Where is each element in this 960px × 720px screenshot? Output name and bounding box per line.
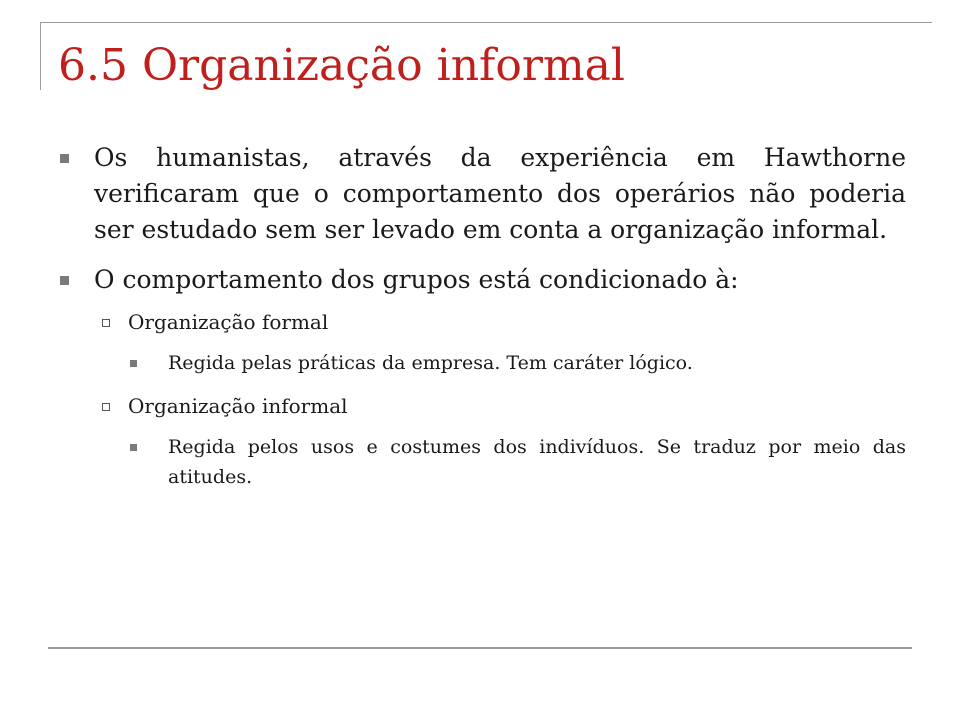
subbullet-text: Organização formal: [128, 310, 329, 334]
square-bullet-icon: [60, 154, 69, 163]
square-bullet-icon: [130, 360, 137, 367]
detail-informal: [168, 432, 906, 492]
hollow-square-bullet-icon: [102, 403, 110, 411]
bullet-comportamento: [58, 262, 906, 298]
detail-text: Regida pelas práticas da empresa. Tem caráter lógico.: [168, 352, 693, 374]
square-bullet-icon: [130, 444, 137, 451]
bullet-text: Os humanistas, através da experiência em Hawthorne verificaram que o comportamento dos operários não poderia ser estudado sem ser levado em conta a organização informal.: [94, 143, 906, 244]
bottom-rule: [48, 647, 912, 649]
top-rule: [40, 22, 932, 23]
subbullet-text: Organização informal: [128, 394, 348, 418]
hollow-square-bullet-icon: [102, 319, 110, 327]
detail-formal: [168, 348, 906, 378]
bullet-text: O comportamento dos grupos está condicionado à:: [94, 265, 739, 294]
slide-content: [58, 140, 906, 506]
subbullet-organizacao-formal: [128, 308, 906, 336]
slide-title: 6.5 Organização informal: [58, 40, 625, 91]
detail-text: Regida pelos usos e costumes dos indivíduos. Se traduz por meio das atitudes.: [168, 436, 906, 488]
bullet-hawthorne: [58, 140, 906, 248]
square-bullet-icon: [60, 276, 69, 285]
subbullet-organizacao-informal: [128, 392, 906, 420]
left-rule: [40, 22, 41, 90]
